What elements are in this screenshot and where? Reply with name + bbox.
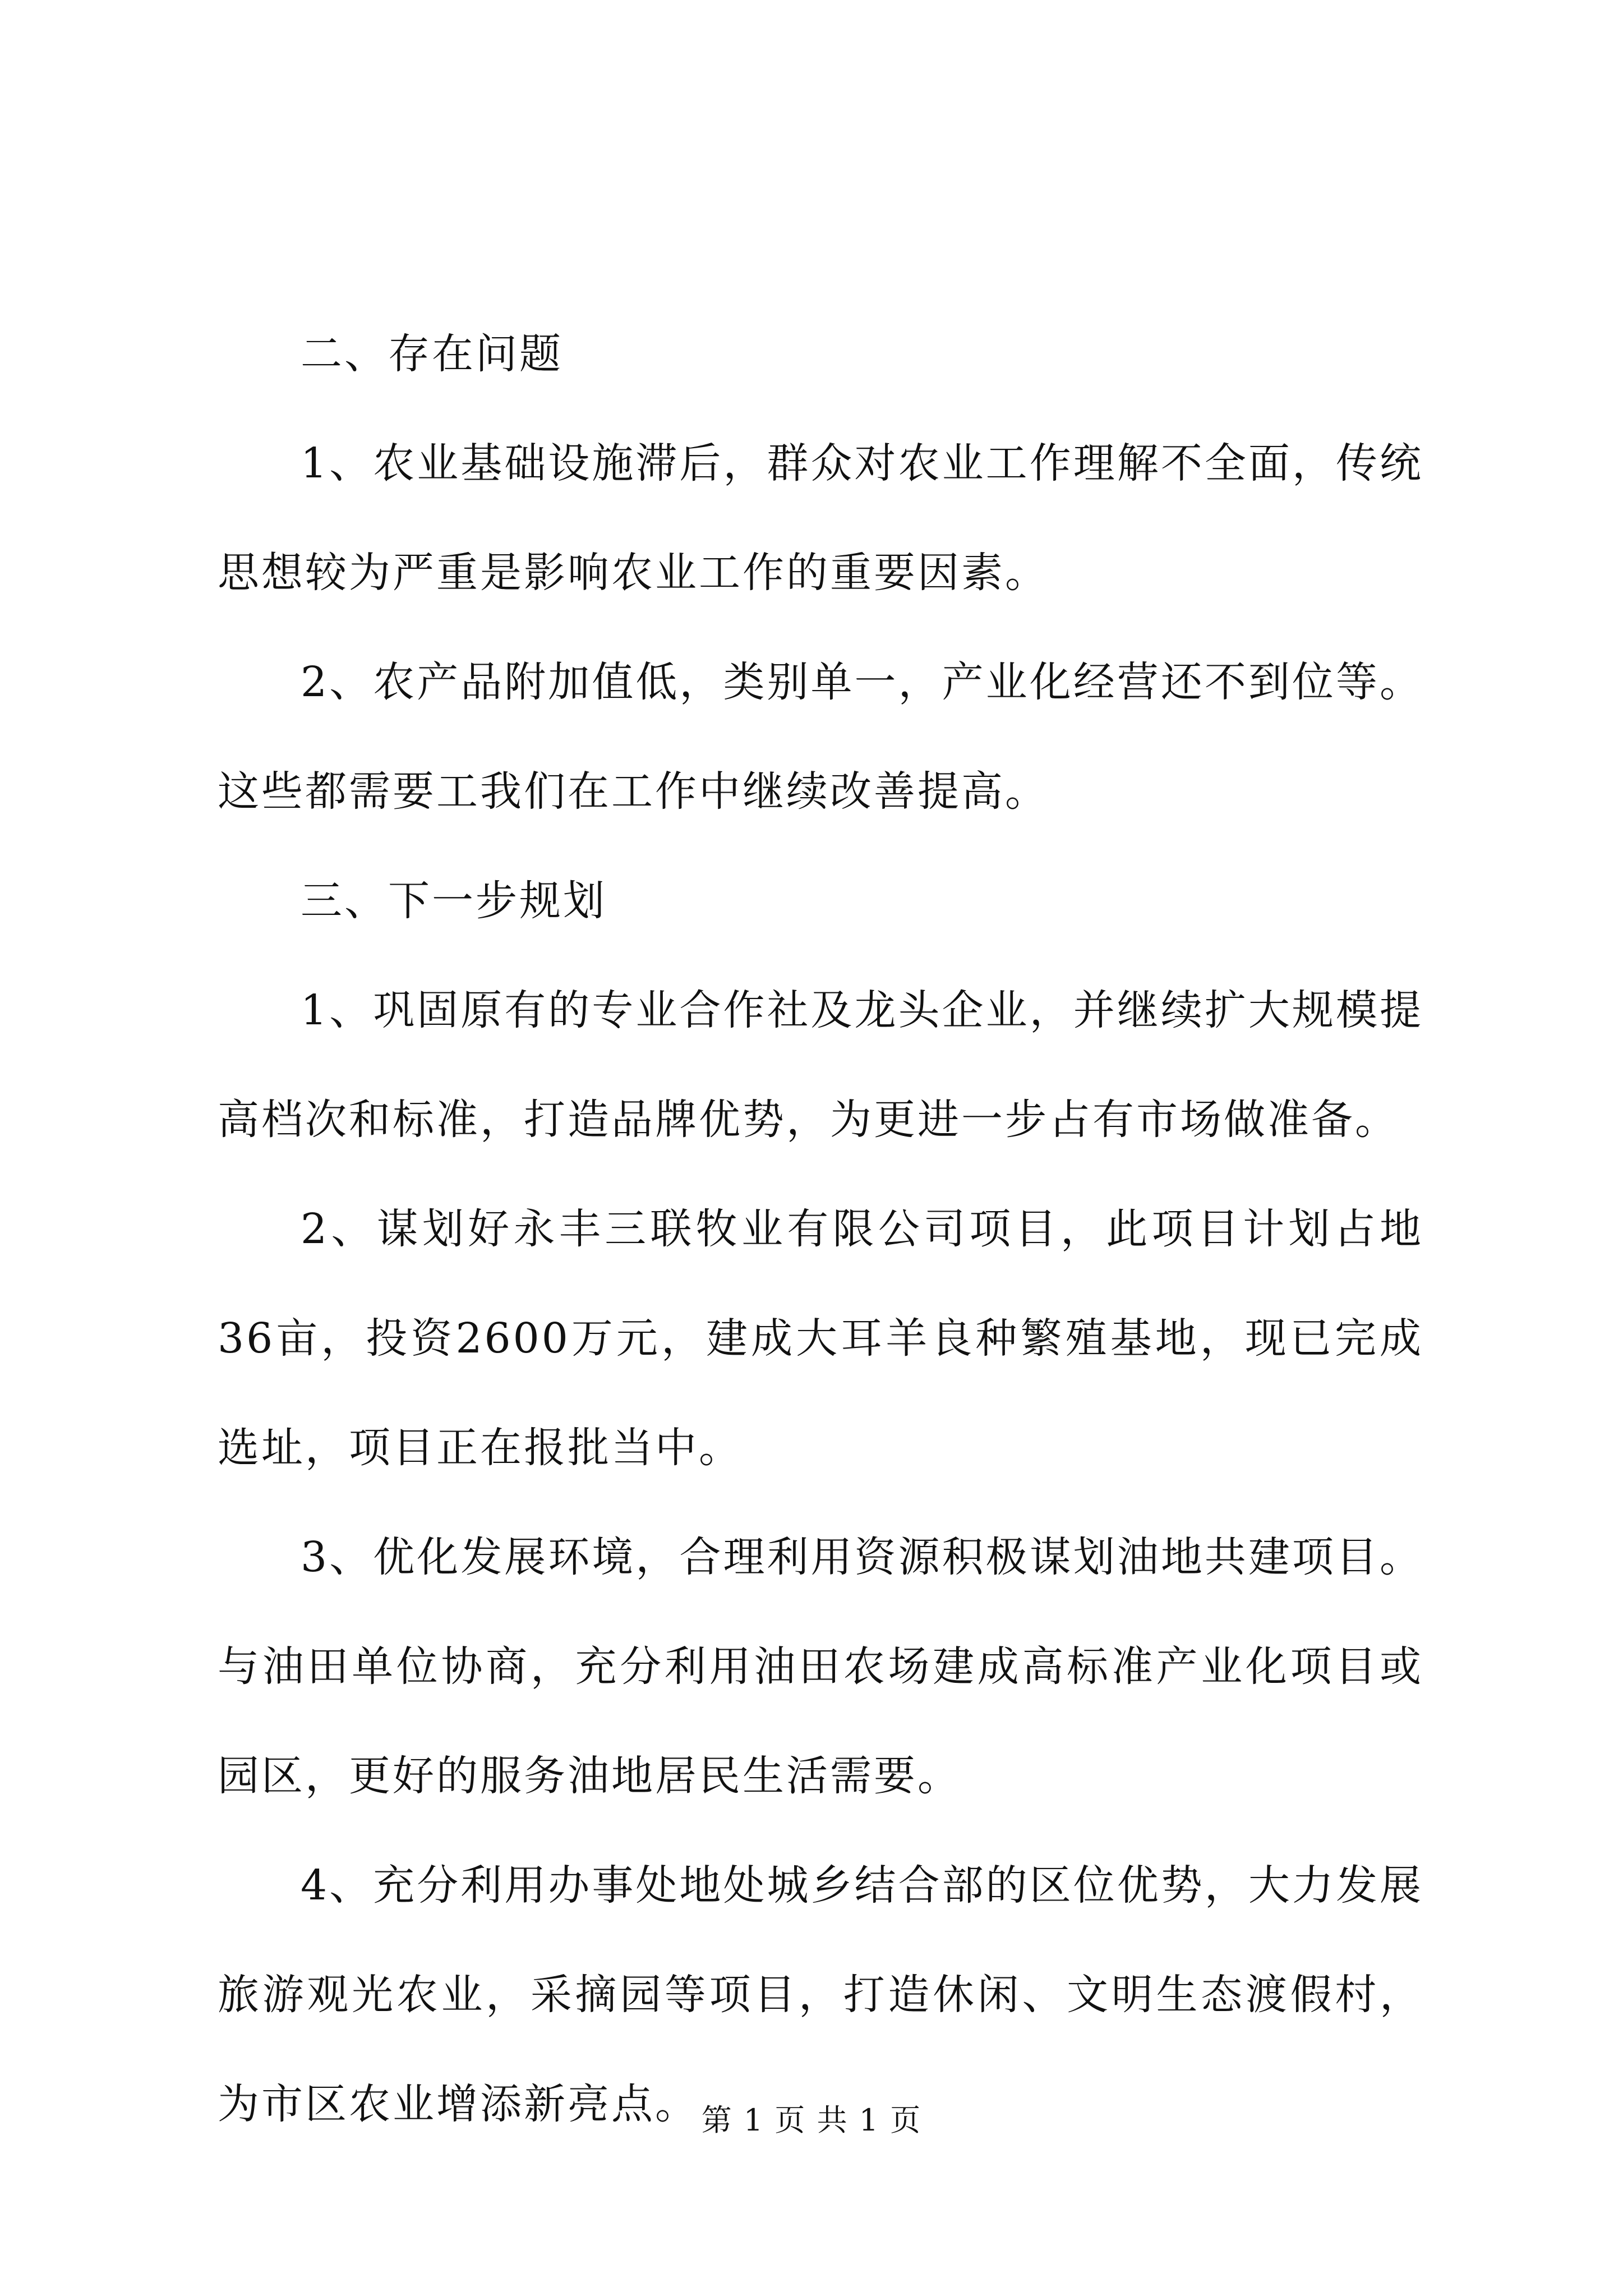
document-body <box>218 300 1423 2159</box>
page-footer: 第 1 页 共 1 页 <box>701 2102 922 2138</box>
paragraph-problem-2: 2、农产品附加值低，类别单一，产业化经营还不到位等。这些都需要工我们在工作中继续改善提高。 <box>218 658 1423 816</box>
paragraph-plan-2: 2、谋划好永丰三联牧业有限公司项目，此项目计划占地36亩，投资2600万元，建成大耳羊良种繁殖基地，现已完成选址，项目正在报批当中。 <box>218 1205 1423 1472</box>
section-heading-next-steps: 三、下一步规划 <box>301 877 607 925</box>
paragraph-plan-4: 4、充分利用办事处地处城乡结合部的区位优势，大力发展旅游观光农业，采摘园等项目，打造休闲、文明生态渡假村，为市区农业增添新亮点。 <box>218 1861 1423 2128</box>
section-heading-problems: 二、存在问题 <box>301 330 563 378</box>
paragraph-plan-1: 1、巩固原有的专业合作社及龙头企业，并继续扩大规模提高档次和标准，打造品牌优势，为更进一步占有市场做准备。 <box>218 986 1423 1144</box>
paragraph-plan-3: 3、优化发展环境，合理利用资源积极谋划油地共建项目。与油田单位协商，充分利用油田农场建成高标准产业化项目或园区，更好的服务油地居民生活需要。 <box>218 1533 1423 1800</box>
paragraph-problem-1: 1、农业基础设施滞后，群众对农业工作理解不全面，传统思想较为严重是影响农业工作的重要因素。 <box>218 439 1423 597</box>
